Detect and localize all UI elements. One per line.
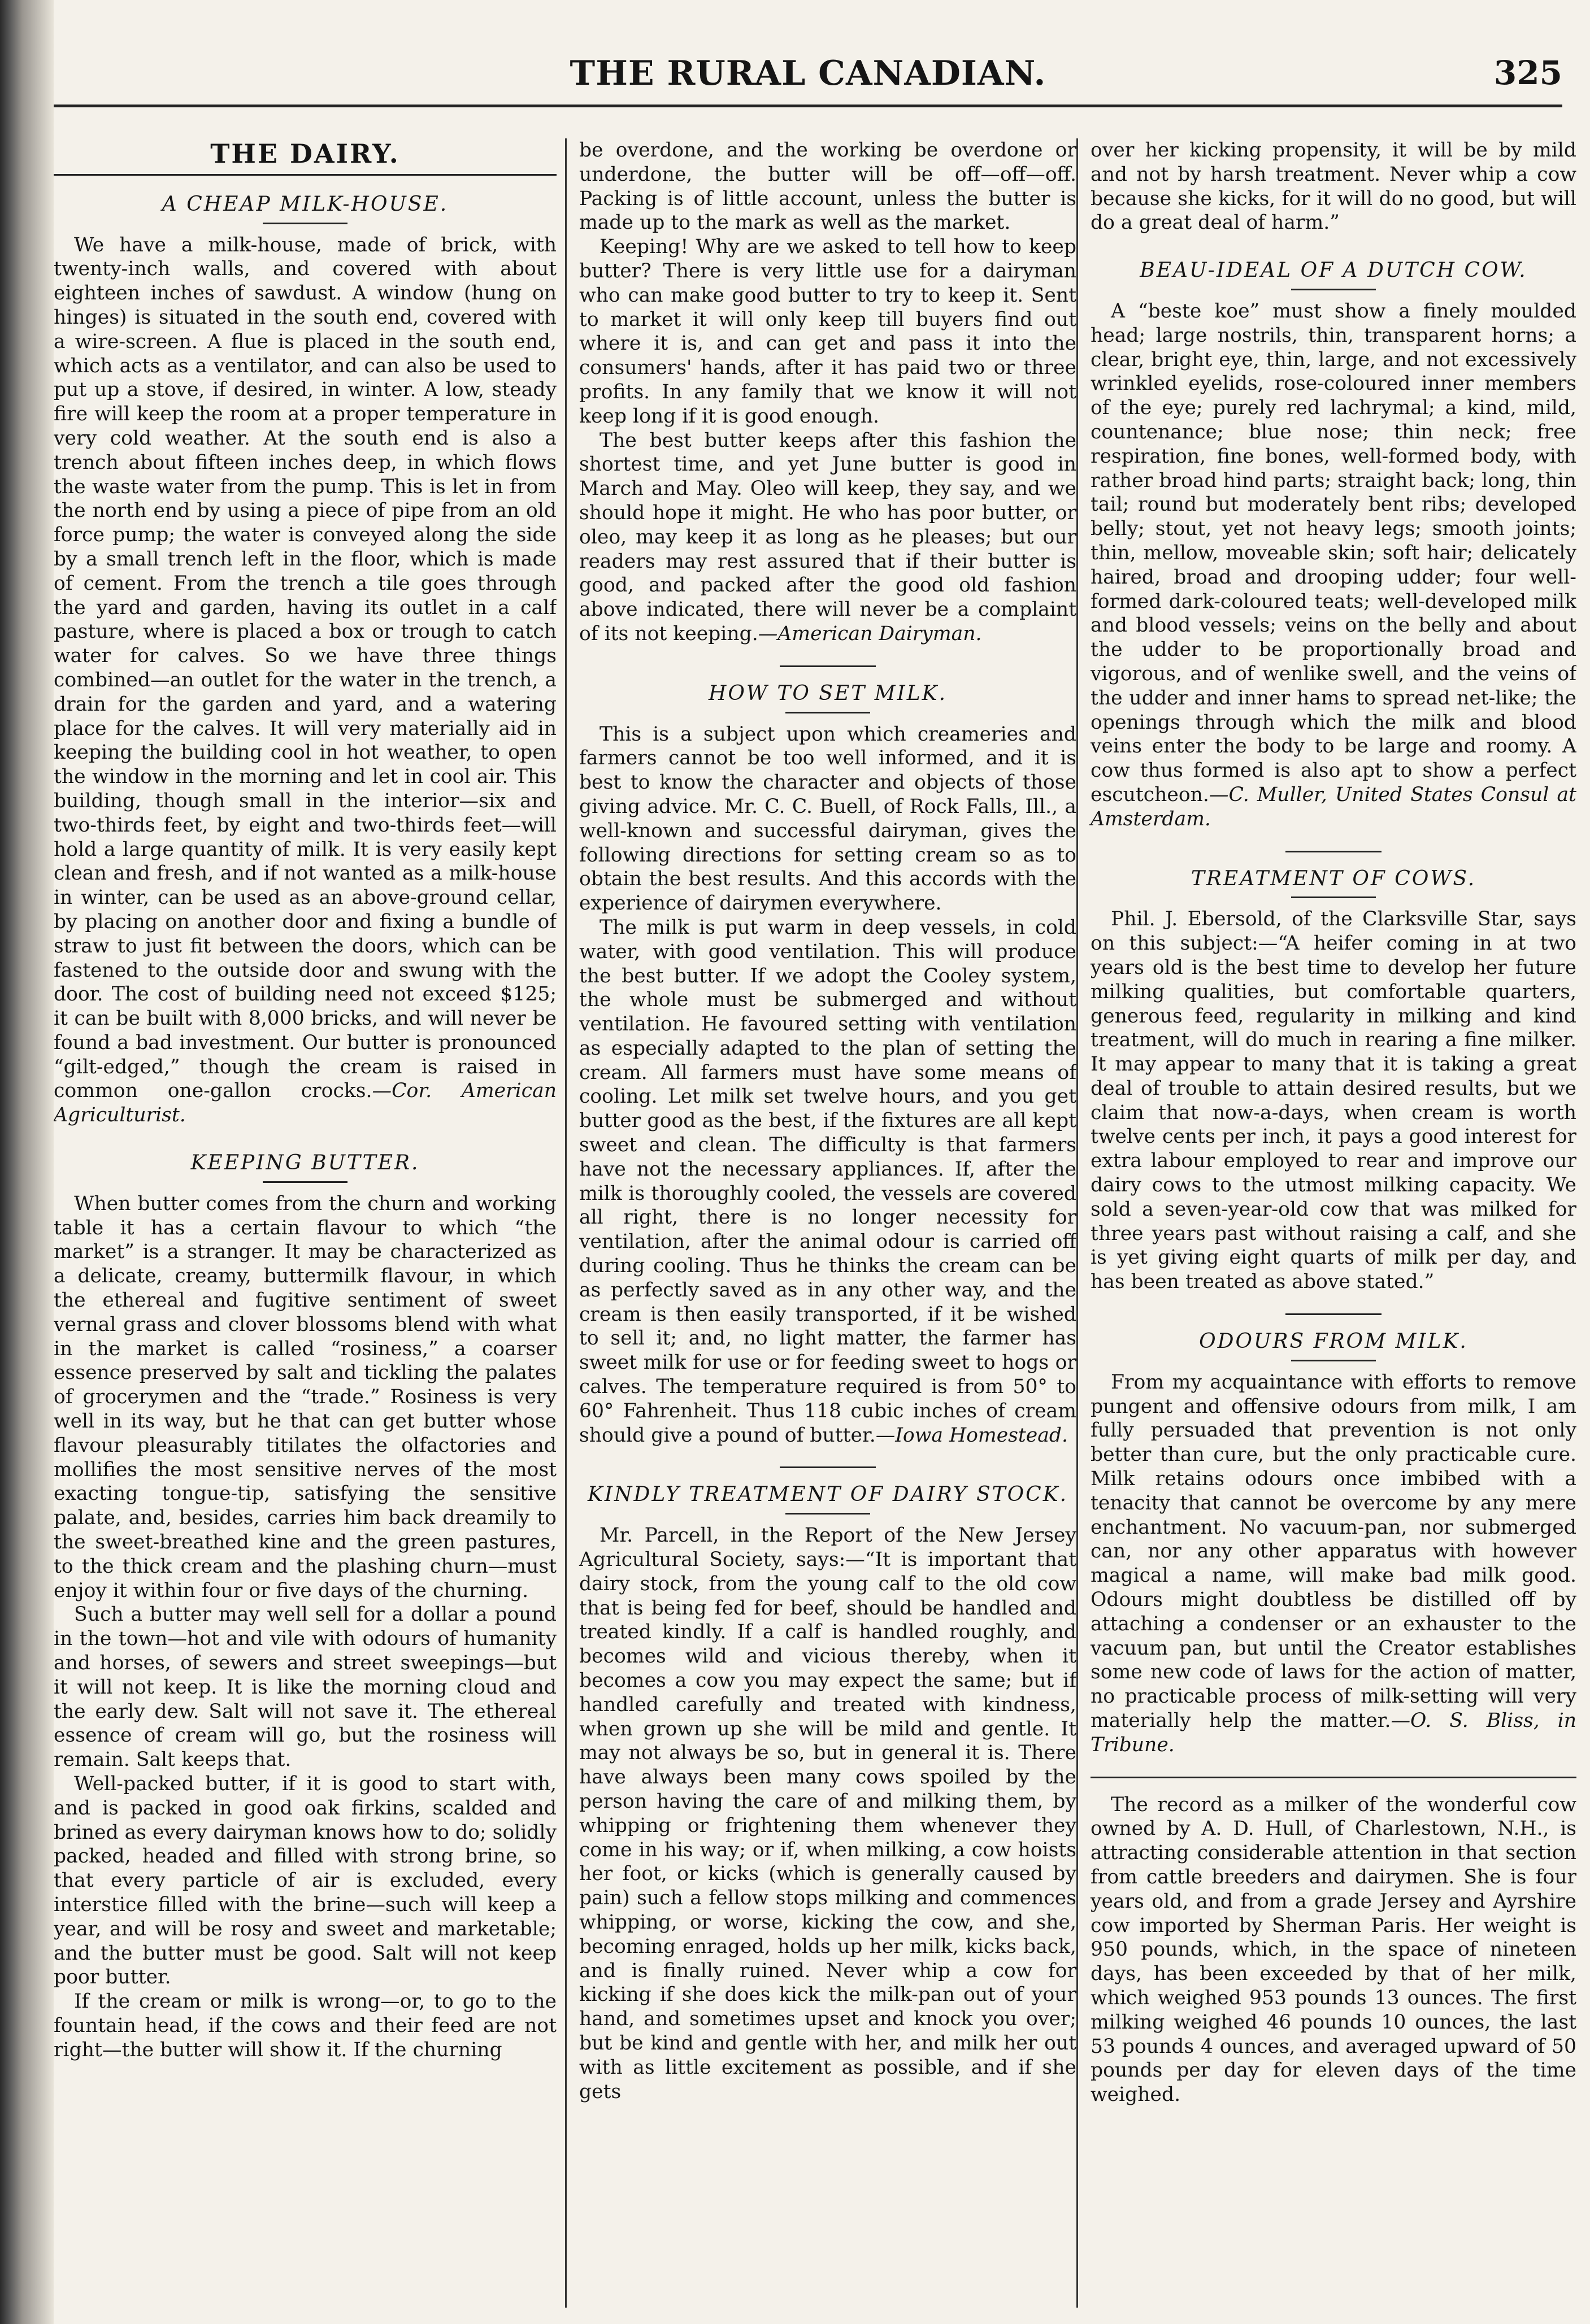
article-paragraph: This is a subject upon which creameries and farmers cannot be too well informed, and it is best to know the character and objects of those giving advice. Mr. C. C. Buell, of Rock Falls, Ill., a well-known and successful dairyman, gives the following directions for setting cream so as to obtain the best results. And this accords with the experience of dairymen everywhere. xyxy=(579,723,1076,915)
article-signature: —Iowa Homestead. xyxy=(875,1424,1068,1447)
title-rule xyxy=(263,223,347,224)
article-paragraph: Well-packed butter, if it is good to start with, and is packed in good oak firkins, scalded and brined as every dairyman knows how to do; solidly packed, headed and filled with strong brine, so that every particle of air is excluded, every interstice filled with the brine—such will keep a year, and will be rosy and sweet and marketable; and the butter must be good. Salt will not keep poor butter. xyxy=(54,1773,557,1989)
binding-edge xyxy=(0,0,54,2324)
article-paragraph: Phil. J. Ebersold, of the Clarksville Star, says on this subject:—“A heifer coming in at two years old is the best time to develop her future milking qualities, but comfortable quarters, generous feed, regularity in milking and kind treatment, will do much in rearing a fine milker. It may appear to many that it is taking a great deal of trouble to attain desired results, but we claim that now-a-days, when cream is worth twelve cents per inch, it pays a good interest for extra labour employed to rear and improve our dairy cows to the utmost milking capacity. We sold a seven-year-old cow that was milked for three years past without raising a calf, and she is yet giving eight quarts of milk per day, and has been treated as above stated.” xyxy=(1091,908,1576,1294)
title-rule xyxy=(1291,1360,1376,1361)
page-number: 325 xyxy=(1493,54,1562,92)
article-title-beau-ideal: BEAU-IDEAL OF A DUTCH COW. xyxy=(1140,259,1527,282)
article-paragraph: The milk is put warm in deep vessels, in cold water, with good ventilation. This will produce the best butter. If we adopt the Cooley system, the whole must be submerged and without ventilation. He favoured setting with ventilation as especially adapted to the plan of setting the cream. All farmers must have some means of cooling. Let milk set twelve hours, and you get butter good as the best, if the fixtures are all kept sweet and clean. The difficulty is that farmers have not the necessary appliances. If, after the milk is thoroughly cooled, the vessels are covered all right, there is no longer necessity for ventilation, after the animal odour is carried off during cooling. Thus he thinks the cream can be as perfectly saved as in any other way, and the cream is then easily transported, if it be wished to sell it; and, no light matter, the farmer has sweet milk for use or for feeding sweet to hogs or calves. The temperature required is from 50° to 60° Fahrenheit. Thus 118 cubic inches of cream should give a pound of butter.—Iowa Homestead. xyxy=(579,916,1076,1447)
article-paragraph: If the cream or milk is wrong—or, to go to the fountain head, if the cows and their feed are not right—the butter will show it. If the churning xyxy=(54,1990,557,2061)
section-rule xyxy=(54,174,557,176)
title-rule xyxy=(1291,896,1376,898)
article-paragraph: Mr. Parcell, in the Report of the New Jersey Agricultural Society, says:—“It is important that dairy stock, from the young calf to the old cow that is being fed for beef, should be handled and treated kindly. If a calf is handled roughly, and becomes wild and vicious thereby, when it becomes a cow you may expect the same; but if handled carefully and treated with kindness, when grown up she will be mild and gentle. It may not always be so, but in general it is. There have always been many cows spoiled by the person having the care of and milking them, by whipping or frightening them whenever they come in his way; or if, when milking, a cow hoists her foot, or kicks (which is generally caused by pain) such a fellow stops milking and commences whipping, or worse, kicking the cow, and she, becoming enraged, holds up her milk, kicks back, and is finally ruined. Never whip a cow for kicking if she does kick the milk-pan out of your hand, and sometimes upset and knock you over; but be kind and gentle with her, and milk her out with as little excitement as possible, and if she gets xyxy=(579,1524,1076,2103)
section-heading: THE DAIRY. xyxy=(210,138,400,169)
article-paragraph: The record as a milker of the wonderful cow owned by A. D. Hull, of Charlestown, N.H., is attracting considerable attention in that section from cattle breeders and dairymen. She is four years old, and from a grade Jersey and Ayrshire cow imported by Sherman Paris. Her weight is 950 pounds, which, in the space of nineteen days, has been exceeded by that of her milk, which weighed 953 pounds 13 ounces. The first milking weighed 46 pounds 10 ounces, the last 53 pounds 4 ounces, and averaged upward of 50 pounds per day for eleven days of the time weighed. xyxy=(1091,1793,1576,2107)
article-separator xyxy=(1091,1777,1576,1778)
title-rule xyxy=(785,1513,870,1514)
title-rule xyxy=(1291,289,1376,290)
title-rule xyxy=(785,712,870,713)
continued-paragraph: Keeping! Why are we asked to tell how to keep butter? There is very little use for a dairyman who can make good butter to try to keep it. Sent to market it will only keep till buyers find out where it is, and can get and pass it into the consumers' hands, after it has paid two or three profits. In any family that we know it will not keep long if it is good enough. xyxy=(579,236,1076,428)
article-paragraph: When butter comes from the churn and working table it has a certain flavour to which “the market” is a stranger. It may be characterized as a delicate, creamy, buttermilk flavour, in which the ethereal and fugitive sentiment of sweet vernal grass and clover blossoms blend with what in the market is called “rosiness,” a coarser essence preserved by salt and tickling the palates of grocerymen and the “trade.” Rosiness is very well in its way, but he that can get butter whose flavour pleasurably titilates the olfactories and mollifies the most sensitive nerves of the most exacting tongue-tip, satisfying the sensitive palate, and, besides, carries him back dreamily to the sweet-breathed kine and the green pastures, to the thick cream and the plashing churn—must enjoy it within four or five days of the churning. xyxy=(54,1192,557,1602)
article-separator xyxy=(780,1466,876,1468)
article-title-treatment-of-cows: TREATMENT OF COWS. xyxy=(1191,867,1476,890)
column-1 xyxy=(54,138,557,2308)
article-paragraph: A “beste koe” must show a finely moulded head; large nostrils, thin, transparent horns; a clear, bright eye, thin, large, and not excessively wrinkled eyelids, rose-coloured inner members of the eye; purely red lachrymal; a kind, mild, countenance; blue nose; thin neck; free respiration, fine bones, well-formed body, with rather broad hind parts; straight back; long, thin tail; round but moderately bent ribs; developed belly; stout, yet not heavy legs; smooth joints; thin, mellow, moveable skin; soft hair; delicately haired, broad and drooping udder; four well-formed dark-coloured teats; well-developed milk and blood vessels; veins on the belly and about the udder to be proportionally broad and vigorous, and of wenlike swell, and the veins of the udder and inner hams to spread net-like; the openings through which the milk and blood veins enter the body to be large and roomy. A cow thus formed is also apt to show a perfect escutcheon.—C. Muller, United States Consul at Amsterdam. xyxy=(1091,299,1576,830)
article-signature: —Cor. American Agriculturist. xyxy=(54,1080,557,1127)
article-separator xyxy=(780,665,876,667)
continued-paragraph: over her kicking propensity, it will be by mild and not by harsh treatment. Never whip a cow because she kicks, for it will do no good, but will do a great deal of harm.” xyxy=(1091,139,1576,234)
article-title-keeping-butter: KEEPING BUTTER. xyxy=(190,1151,420,1175)
article-title-kindly-treatment: KINDLY TREATMENT OF DAIRY STOCK. xyxy=(587,1483,1068,1507)
article-separator xyxy=(1285,1313,1382,1315)
article-title-how-to-set-milk: HOW TO SET MILK. xyxy=(708,681,948,705)
column-2 xyxy=(565,138,1076,2308)
article-title-cheap-milk-house: A CHEAP MILK-HOUSE. xyxy=(162,192,449,216)
article-signature: —O. S. Bliss, in Tribune. xyxy=(1091,1709,1576,1756)
article-title-odours-from-milk: ODOURS FROM MILK. xyxy=(1199,1330,1468,1354)
article-paragraph: We have a milk-house, made of brick, with twenty-inch walls, and covered with about eighteen inches of sawdust. A window (hung on hinges) is situated in the south end, covered with a wire-screen. A flue is placed in the south end, which acts as a ventilator, and can also be used to put up a stove, if desired, in winter. A low, steady fire will keep the room at a proper temperature in very cold weather. At the south end is also a trench about fifteen inches deep, in which flows the waste water from the pump. This is let in from the north end by using a piece of pipe from an old force pump; the water is conveyed along the side by a small trench left in the floor, which is made of cement. From the trench a tile goes through the yard and garden, having its outlet in a calf pasture, where is placed a box or trough to catch water for calves. So we have three things combined—an outlet for the water in the trench, a drain for the garden and yard, and a watering place for the calves. It will very materially aid in keeping the building cool in hot weather, to open the window in the morning and let in cool air. This building, though small in the interior—six and two-thirds feet, by eight and two-thirds feet—will hold a large quantity of milk. It is very easily kept clean and fresh, and if not wanted as a milk-house in winter, can be used as an above-ground cellar, by placing on another door and fixing a bundle of straw to just fit between the doors, which can be fastened to the outside door and swung with the door. The cost of building need not exceed $125; it can be built with 8,000 bricks, and will never be found a bad investment. Our butter is pronounced “gilt-edged,” though the cream is raised in common one-gallon crocks.—Cor. American Agriculturist. xyxy=(54,233,557,1127)
page-header xyxy=(54,54,1562,107)
continued-paragraph: The best butter keeps after this fashion the shortest time, and yet June butter is good in March and May. Oleo will keep, they say, and we should hope it might. He who has poor butter, or oleo, may keep it as long as he pleases; but our readers may rest assured that if their butter is good, and packed after the good old fashion above indicated, there will never be a complaint of its not keeping.—American Dairyman. xyxy=(579,429,1076,645)
column-3 xyxy=(1076,138,1576,2308)
article-paragraph: From my acquaintance with efforts to remove pungent and offensive odours from milk, I am fully persuaded that prevention is not only better than cure, but the only practicable cure. Milk retains odours once imbibed with a tenacity that cannot be overcome by any mere enchantment. No vacuum-pan, nor submerged can, nor any other apparatus with however magical a name, will make bad milk good. Odours might doubtless be distilled off by attaching a condenser or an exhauster to the vacuum pan, but until the Creator establishes some new code of laws for the action of matter, no practicable process of milk-setting will very materially help the matter.—O. S. Bliss, in Tribune. xyxy=(1091,1370,1576,1756)
title-rule xyxy=(263,1181,347,1183)
publication-title: THE RURAL CANADIAN. xyxy=(570,54,1046,93)
article-separator xyxy=(1285,851,1382,852)
article-signature: —American Dairyman. xyxy=(758,622,982,645)
article-signature: —C. Muller, United States Consul at Amsterdam. xyxy=(1091,783,1576,830)
article-paragraph: Such a butter may well sell for a dollar a pound in the town—hot and vile with odours of humanity and horses, of sewers and street sweepings—but it will not keep. It is like the morning cloud and the early dew. Salt will not save it. The ethereal essence of cream will go, but the rosiness will remain. Salt keeps that. xyxy=(54,1603,557,1772)
continued-paragraph: be overdone, and the working be overdone or underdone, the butter will be off—off—off. Packing is of little account, unless the butter is made up to the mark as well as the market. xyxy=(579,139,1076,234)
